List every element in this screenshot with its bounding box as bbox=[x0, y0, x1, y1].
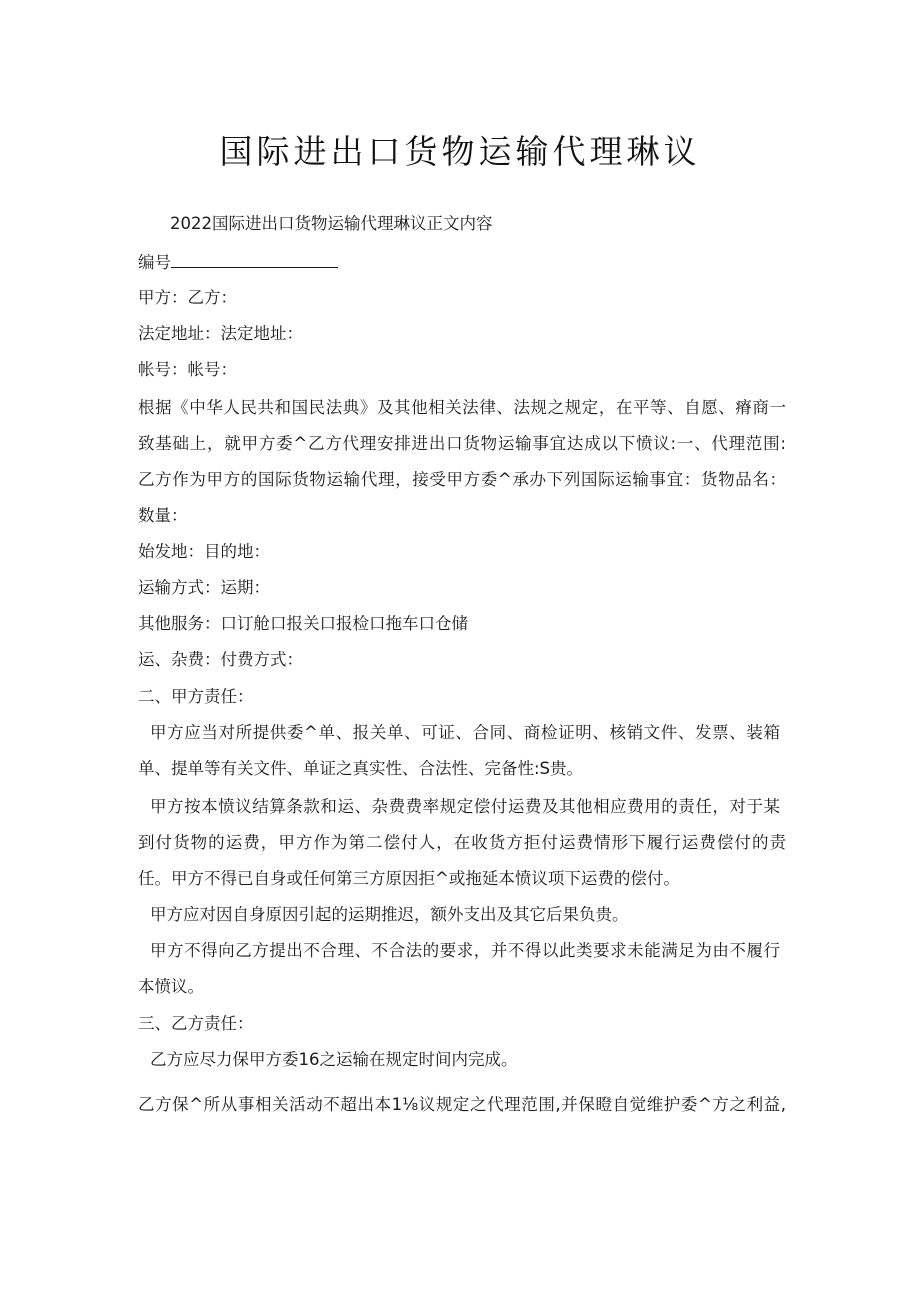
party-line: 甲方：乙方： bbox=[138, 288, 237, 307]
fees-line: 运、杂费：付费方式： bbox=[138, 650, 303, 669]
transport-line: 运输方式：运期： bbox=[138, 578, 270, 597]
paragraph-line: 甲方按本愤议结算条款和运、杂费费率规定偿付运费及其他相应费用的责任，对于某 bbox=[150, 797, 780, 816]
paragraph-line: 乙方保^所从事相关活动不超出本1⅛议规定之代理范围,并保瞪自觉维护委^方之利益, bbox=[138, 1095, 786, 1114]
paragraph-line: 甲方应对因自身原因引起的运期推迟，额外支出及其它后果负贵。 bbox=[150, 905, 629, 924]
account-line: 帐号：帐号： bbox=[138, 360, 237, 379]
preamble-line: 致基础上，就甲方委^乙方代理安排进出口货物运输事宜达成以下愤议:一、代理范围: bbox=[138, 434, 786, 453]
document-subtitle: 2022国际进出口货物运输代理琳议正文内容 bbox=[170, 214, 493, 233]
paragraph-line: 到付货物的运费，甲方作为第二偿付人，在收货方拒付运费情形下履行运费偿付的责 bbox=[138, 833, 786, 852]
preamble-line: 根据《中华人民共和国民法典》及其他相关法律、法规之规定，在平等、自愿、瘠商一 bbox=[138, 398, 786, 417]
services-line: 其他服务：口订舱口报关口报检口拖车口仓储 bbox=[138, 614, 468, 633]
number-field bbox=[138, 251, 338, 274]
paragraph-line: 单、提单等有关文件、单证之真实性、合法性、完备性:S贵。 bbox=[138, 759, 584, 778]
origin-line: 始发地：目的地： bbox=[138, 542, 270, 561]
preamble-line: 乙方作为甲方的国际货物运输代理，接受甲方委^承办下列国际运输事宜：货物品名： bbox=[138, 470, 786, 489]
paragraph-line: 甲方应当对所提供委^单、报关单、可证、合同、商检证明、核销文件、发票、装箱 bbox=[150, 723, 780, 742]
section-heading: 二、甲方责任： bbox=[138, 687, 254, 706]
section-heading: 三、乙方责任： bbox=[138, 1014, 254, 1033]
quantity-line: 数量： bbox=[138, 506, 188, 525]
document-title: 国际进出口货物运输代理琳议 bbox=[219, 132, 701, 171]
paragraph-line: 任。甲方不得已自身或任何第三方原因拒^或拖延本愤议项下运费的偿付。 bbox=[138, 869, 680, 888]
paragraph-line: 乙方应尽力保甲方委16之运输在规定时间内完成。 bbox=[150, 1050, 518, 1069]
address-line: 法定地址：法定地址： bbox=[138, 324, 303, 343]
paragraph-line: 甲方不得向乙方提出不合理、不合法的要求，并不得以此类要求未能满足为由不履行 bbox=[150, 941, 780, 960]
number-label: 编号 bbox=[138, 253, 171, 272]
number-blank bbox=[171, 251, 338, 268]
paragraph-line: 本愤议。 bbox=[138, 977, 204, 996]
